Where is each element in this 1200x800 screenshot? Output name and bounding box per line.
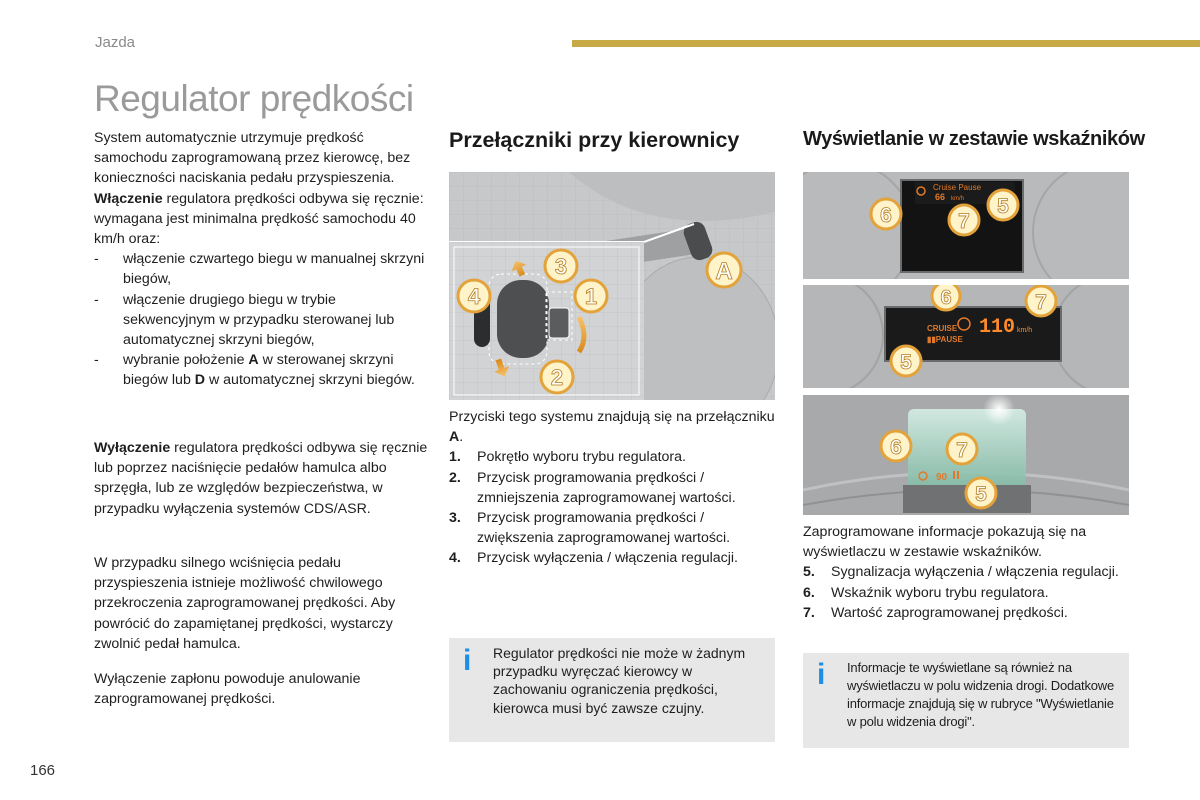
header-accent-bar xyxy=(572,40,1200,47)
bullet-dash: - xyxy=(94,251,99,268)
display-pause-text: ▮▮PAUSE xyxy=(927,335,963,344)
switch-intro-end: . xyxy=(459,429,464,446)
steering-switch-figure xyxy=(449,172,775,400)
list-item xyxy=(803,562,1133,582)
bullet-dash: - xyxy=(94,352,99,369)
gear-position-a: A xyxy=(248,352,259,369)
display-speed-unit: km/h xyxy=(951,196,965,202)
callout-7-label: 7 xyxy=(1035,291,1047,314)
enable-bold: Włączenie xyxy=(94,190,163,207)
disable-bold: Wyłączenie xyxy=(94,440,171,456)
switch-description xyxy=(449,407,779,569)
callout-4-label: 4 xyxy=(467,284,481,309)
ignition-block xyxy=(94,669,429,709)
callout-6-label: 6 xyxy=(940,287,952,309)
list-item-text: włączenie czwartego biegu w manualnej skrzyni biegów, xyxy=(123,251,425,288)
callout-3-label: 3 xyxy=(554,254,568,279)
enable-paragraph xyxy=(94,189,429,250)
item-text: Przycisk programowania prędkości / zwiększenia zaprogramowanej wartości. xyxy=(477,510,731,547)
intro-block xyxy=(94,128,429,391)
callout-2-label: 2 xyxy=(550,365,564,390)
bullet-dash: - xyxy=(94,291,99,308)
switch-intro xyxy=(449,407,779,447)
item-number: 1. xyxy=(449,449,461,466)
list-item-text: w sterowanej skrzyni biegów lub xyxy=(123,352,394,389)
item-text: Wskaźnik wyboru trybu regulatora. xyxy=(831,584,1049,601)
list-item xyxy=(449,548,779,568)
list-item xyxy=(94,290,429,351)
item-number: 7. xyxy=(803,604,815,621)
cluster-indicators-list xyxy=(803,562,1133,623)
hud-speed-value: 90 xyxy=(936,472,948,483)
cluster-display-illustration-2 xyxy=(803,285,1129,388)
item-text: Sygnalizacja wyłączenia / włączenia regulacji. xyxy=(831,564,1119,581)
callout-1-label: 1 xyxy=(584,284,598,309)
gear-position-d: D xyxy=(194,372,206,389)
item-number: 2. xyxy=(449,469,461,486)
display-speed-unit: km/h xyxy=(1017,327,1033,334)
item-number: 3. xyxy=(449,510,461,527)
switch-intro-text: Przyciski tego systemu znajdują się na przełączniku xyxy=(449,409,775,425)
display-speed-value: 66 xyxy=(935,192,946,202)
callout-5-label: 5 xyxy=(997,195,1009,218)
item-number: 6. xyxy=(803,584,815,601)
intro-paragraph: System automatycznie utrzymuje prędkość samochodu zaprogramowaną przez kierowcę, bez konieczności naciskania pedału przyspieszenia. xyxy=(94,130,411,187)
page-number: 166 xyxy=(30,762,56,779)
enable-text: regulatora prędkości odbywa się ręcznie: wymagana jest minimalna prędkość samochodu 40 km/h oraz: xyxy=(94,190,424,248)
disable-paragraph xyxy=(94,438,429,519)
info-icon: i xyxy=(817,658,826,691)
steering-switch-illustration xyxy=(449,172,775,400)
display-mode-text: Cruise Pause xyxy=(933,183,982,192)
ignition-paragraph: Wyłączenie zapłonu powoduje anulowanie zaprogramowanej prędkości. xyxy=(94,671,361,708)
cluster-display-figure-1 xyxy=(803,172,1129,279)
cluster-display-figure-2 xyxy=(803,285,1129,388)
list-item xyxy=(803,583,1133,603)
item-text: Przycisk wyłączenia / włączenia regulacji. xyxy=(477,550,738,567)
info-icon: i xyxy=(463,644,472,677)
info-box-speed-limit xyxy=(449,638,775,742)
switch-a-bold: A xyxy=(449,429,460,446)
info-box-head-up-display xyxy=(803,653,1129,748)
cluster-description xyxy=(803,522,1133,623)
callout-6-label: 6 xyxy=(890,436,902,459)
callout-7-label: 7 xyxy=(956,439,968,462)
disable-block xyxy=(94,438,429,519)
switch-buttons-list xyxy=(449,447,779,568)
section-label: Jazda xyxy=(95,34,136,51)
callout-a-label: A xyxy=(715,258,733,285)
list-item xyxy=(94,249,429,289)
callout-7-label: 7 xyxy=(958,210,970,233)
item-number: 4. xyxy=(449,550,461,567)
callout-5-label: 5 xyxy=(975,483,987,506)
cluster-display-heading: Wyświetlanie w zestawie wskaźników xyxy=(803,128,1145,150)
callout-6-label: 6 xyxy=(880,204,892,227)
acceleration-block xyxy=(94,553,429,654)
list-item xyxy=(449,468,779,508)
list-item xyxy=(449,447,779,467)
head-up-display-figure xyxy=(803,395,1129,515)
list-item-text: w automatycznej skrzyni biegów. xyxy=(205,372,415,389)
item-number: 5. xyxy=(803,564,815,581)
list-item xyxy=(803,603,1133,623)
callout-5-label: 5 xyxy=(900,351,912,374)
cluster-intro: Zaprogramowane informacje pokazują się na wyświetlaczu w zestawie wskaźników. xyxy=(803,524,1087,561)
item-text: Pokrętło wyboru trybu regulatora. xyxy=(477,449,686,466)
display-cruise-text: CRUISE xyxy=(927,324,958,333)
acceleration-paragraph: W przypadku silnego wciśnięcia pedału przyspieszenia istnieje możliwość chwilowego przekroczenia zaprogramowanej prędkości. Aby powrócić do zapamiętanej prędkości, wystarczy zwolnić pedał hamulca. xyxy=(94,555,396,652)
info-text: Regulator prędkości nie może w żadnym przypadku wyręczać kierowcy w zachowaniu ograniczenia prędkości, kierowca musi być zawsze czujny. xyxy=(493,645,746,716)
disable-text: regulatora prędkości odbywa się ręcznie lub poprzez naciśnięcie pedałów hamulca albo sprzęgła, lub ze względów bezpieczeństwa, w przypadku wyłączenia systemów CDS/ASR. xyxy=(94,440,428,517)
display-speed-value: 110 xyxy=(979,316,1016,339)
list-item-text: włączenie drugiego biegu w trybie sekwencyjnym w przypadku sterowanej lub automatycznej skrzyni biegów, xyxy=(123,291,395,349)
list-item xyxy=(94,350,429,390)
item-text: Wartość zaprogramowanej prędkości. xyxy=(831,604,1068,621)
list-item-text: wybranie położenie xyxy=(123,352,249,369)
info-text: Informacje te wyświetlane są również na wyświetlaczu w polu widzenia drogi. Dodatkowe informacje znajdują się w rubryce "Wyświetlanie w polu widzenia drogi". xyxy=(847,660,1115,729)
list-item xyxy=(449,508,779,548)
enable-conditions-list xyxy=(94,249,429,390)
page-title: Regulator prędkości xyxy=(94,78,414,119)
item-text: Przycisk programowania prędkości / zmniejszenia zaprogramowanej wartości. xyxy=(477,469,736,506)
steering-switches-heading: Przełączniki przy kierownicy xyxy=(449,128,740,152)
head-up-display-illustration xyxy=(803,395,1129,515)
cluster-display-illustration-1 xyxy=(803,172,1129,279)
